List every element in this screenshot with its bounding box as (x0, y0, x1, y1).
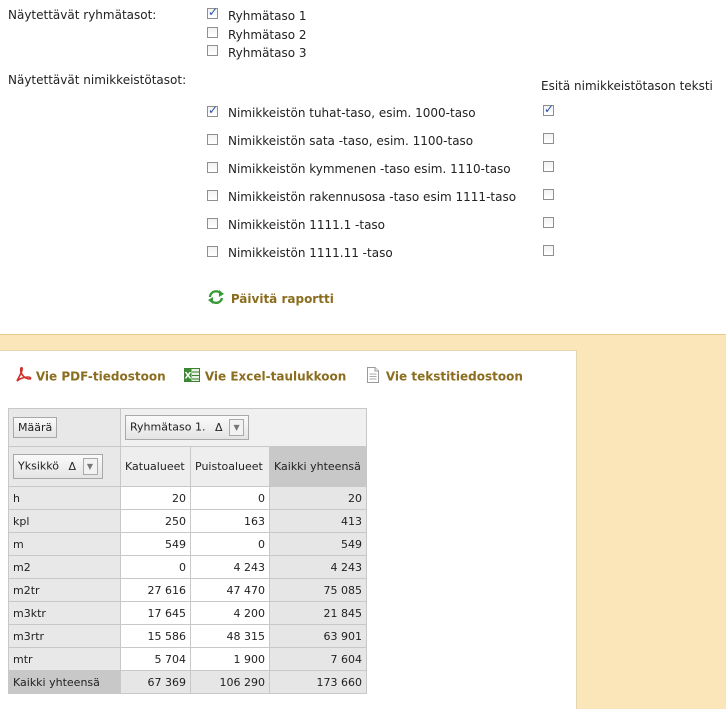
chevron-down-icon[interactable]: ▼ (229, 419, 244, 436)
value-cell: 67 369 (121, 671, 191, 694)
value-cell: 48 315 (191, 625, 270, 648)
value-cell: 0 (191, 533, 270, 556)
value-cell: 106 290 (191, 671, 270, 694)
table-row (9, 533, 367, 556)
value-cell: 27 616 (121, 579, 191, 602)
value-cell: 15 586 (121, 625, 191, 648)
title-level-1110-label: Nimikkeistön kymmenen -taso esim. 1110-taso (228, 162, 511, 176)
row-header: m (9, 533, 121, 556)
title-level-1110-text-checkbox[interactable] (543, 161, 554, 172)
show-text-column-label: Esitä nimikkeistötason teksti (541, 79, 713, 93)
total-cell: 549 (270, 533, 367, 556)
title-level-1100-label: Nimikkeistön sata -taso, esim. 1100-taso (228, 134, 474, 148)
value-cell: 4 200 (191, 602, 270, 625)
title-level-1111-1-label: Nimikkeistön 1111.1 -taso (228, 218, 386, 232)
column-header-total: Kaikki yhteensä (270, 447, 367, 487)
export-excel-link[interactable] (183, 366, 346, 387)
measure-field-button[interactable]: Määrä (13, 417, 57, 438)
total-cell: 75 085 (270, 579, 367, 602)
export-text-label: Vie tekstitiedostoon (385, 369, 523, 384)
group-level-2-label: Ryhmätaso 2 (228, 28, 307, 42)
excel-icon (183, 366, 201, 387)
title-level-1100-text-checkbox[interactable] (543, 133, 554, 144)
pivot-table (8, 408, 367, 694)
column-header: Puistoalueet (191, 447, 270, 487)
title-level-1000-checkbox[interactable] (207, 106, 218, 117)
row-header: kpl (9, 510, 121, 533)
value-cell: 20 (121, 487, 191, 510)
table-row (9, 648, 367, 671)
title-level-1111-11-label: Nimikkeistön 1111.11 -taso (228, 246, 393, 260)
value-cell: 47 470 (191, 579, 270, 602)
total-cell: 21 845 (270, 602, 367, 625)
total-cell: 20 (270, 487, 367, 510)
column-field-area (121, 409, 367, 447)
group-level-3-label: Ryhmätaso 3 (228, 46, 307, 60)
table-row (9, 625, 367, 648)
group-level-1-checkbox[interactable] (207, 8, 218, 19)
row-field-area (9, 447, 121, 487)
total-cell: 173 660 (270, 671, 367, 694)
row-header: m3ktr (9, 602, 121, 625)
table-row (9, 487, 367, 510)
export-text-link[interactable] (364, 366, 523, 387)
row-header: h (9, 487, 121, 510)
refresh-report-label: Päivitä raportti (230, 291, 334, 306)
title-level-1111-11-checkbox[interactable] (207, 246, 218, 257)
value-cell: 163 (191, 510, 270, 533)
svg-text:X: X (184, 371, 192, 382)
value-cell: 0 (121, 556, 191, 579)
export-pdf-label: Vie PDF-tiedostoon (35, 369, 166, 384)
total-cell: 4 243 (270, 556, 367, 579)
refresh-icon (207, 289, 225, 308)
value-cell: 5 704 (121, 648, 191, 671)
table-row (9, 510, 367, 533)
row-field-label: Yksikkö (18, 459, 59, 473)
group-level-2-checkbox[interactable] (207, 27, 218, 38)
title-level-1000-label: Nimikkeistön tuhat-taso, esim. 1000-taso (228, 106, 476, 120)
table-row (9, 579, 367, 602)
title-level-1100-checkbox[interactable] (207, 134, 218, 145)
measure-cell (9, 409, 121, 447)
title-level-1111-label: Nimikkeistön rakennusosa -taso esim 1111-taso (228, 190, 517, 204)
value-cell: 250 (121, 510, 191, 533)
group-level-1-label: Ryhmätaso 1 (228, 9, 307, 23)
table-total-row (9, 671, 367, 694)
column-field-label: Ryhmätaso 1. (130, 420, 206, 434)
row-header: m2 (9, 556, 121, 579)
export-pdf-link[interactable] (14, 366, 166, 387)
value-cell: 549 (121, 533, 191, 556)
title-level-1111-1-checkbox[interactable] (207, 218, 218, 229)
value-cell: 4 243 (191, 556, 270, 579)
sort-icon: Δ (68, 459, 76, 473)
row-header: Kaikki yhteensä (9, 671, 121, 694)
row-field-button[interactable] (13, 454, 103, 479)
value-cell: 0 (191, 487, 270, 510)
group-level-3-checkbox[interactable] (207, 45, 218, 56)
row-header: mtr (9, 648, 121, 671)
column-header: Katualueet (121, 447, 191, 487)
title-levels-label: Näytettävät nimikkeistötasot: (8, 73, 187, 87)
title-level-1000-text-checkbox[interactable] (543, 105, 554, 116)
row-header: m3rtr (9, 625, 121, 648)
title-level-1111-11-text-checkbox[interactable] (543, 245, 554, 256)
total-cell: 63 901 (270, 625, 367, 648)
chevron-down-icon[interactable]: ▼ (83, 458, 98, 475)
table-row (9, 556, 367, 579)
total-cell: 413 (270, 510, 367, 533)
group-levels-label: Näytettävät ryhmätasot: (8, 8, 157, 22)
title-level-1111-checkbox[interactable] (207, 190, 218, 201)
table-row (9, 602, 367, 625)
title-level-1111-text-checkbox[interactable] (543, 189, 554, 200)
title-level-1110-checkbox[interactable] (207, 162, 218, 173)
pdf-icon (14, 366, 32, 387)
value-cell: 1 900 (191, 648, 270, 671)
row-header: m2tr (9, 579, 121, 602)
title-level-1111-1-text-checkbox[interactable] (543, 217, 554, 228)
column-field-button[interactable] (125, 415, 249, 440)
sort-icon: Δ (215, 420, 223, 434)
total-cell: 7 604 (270, 648, 367, 671)
export-excel-label: Vie Excel-taulukkoon (204, 369, 347, 384)
refresh-report-link[interactable] (207, 289, 334, 308)
text-file-icon (364, 366, 382, 387)
value-cell: 17 645 (121, 602, 191, 625)
